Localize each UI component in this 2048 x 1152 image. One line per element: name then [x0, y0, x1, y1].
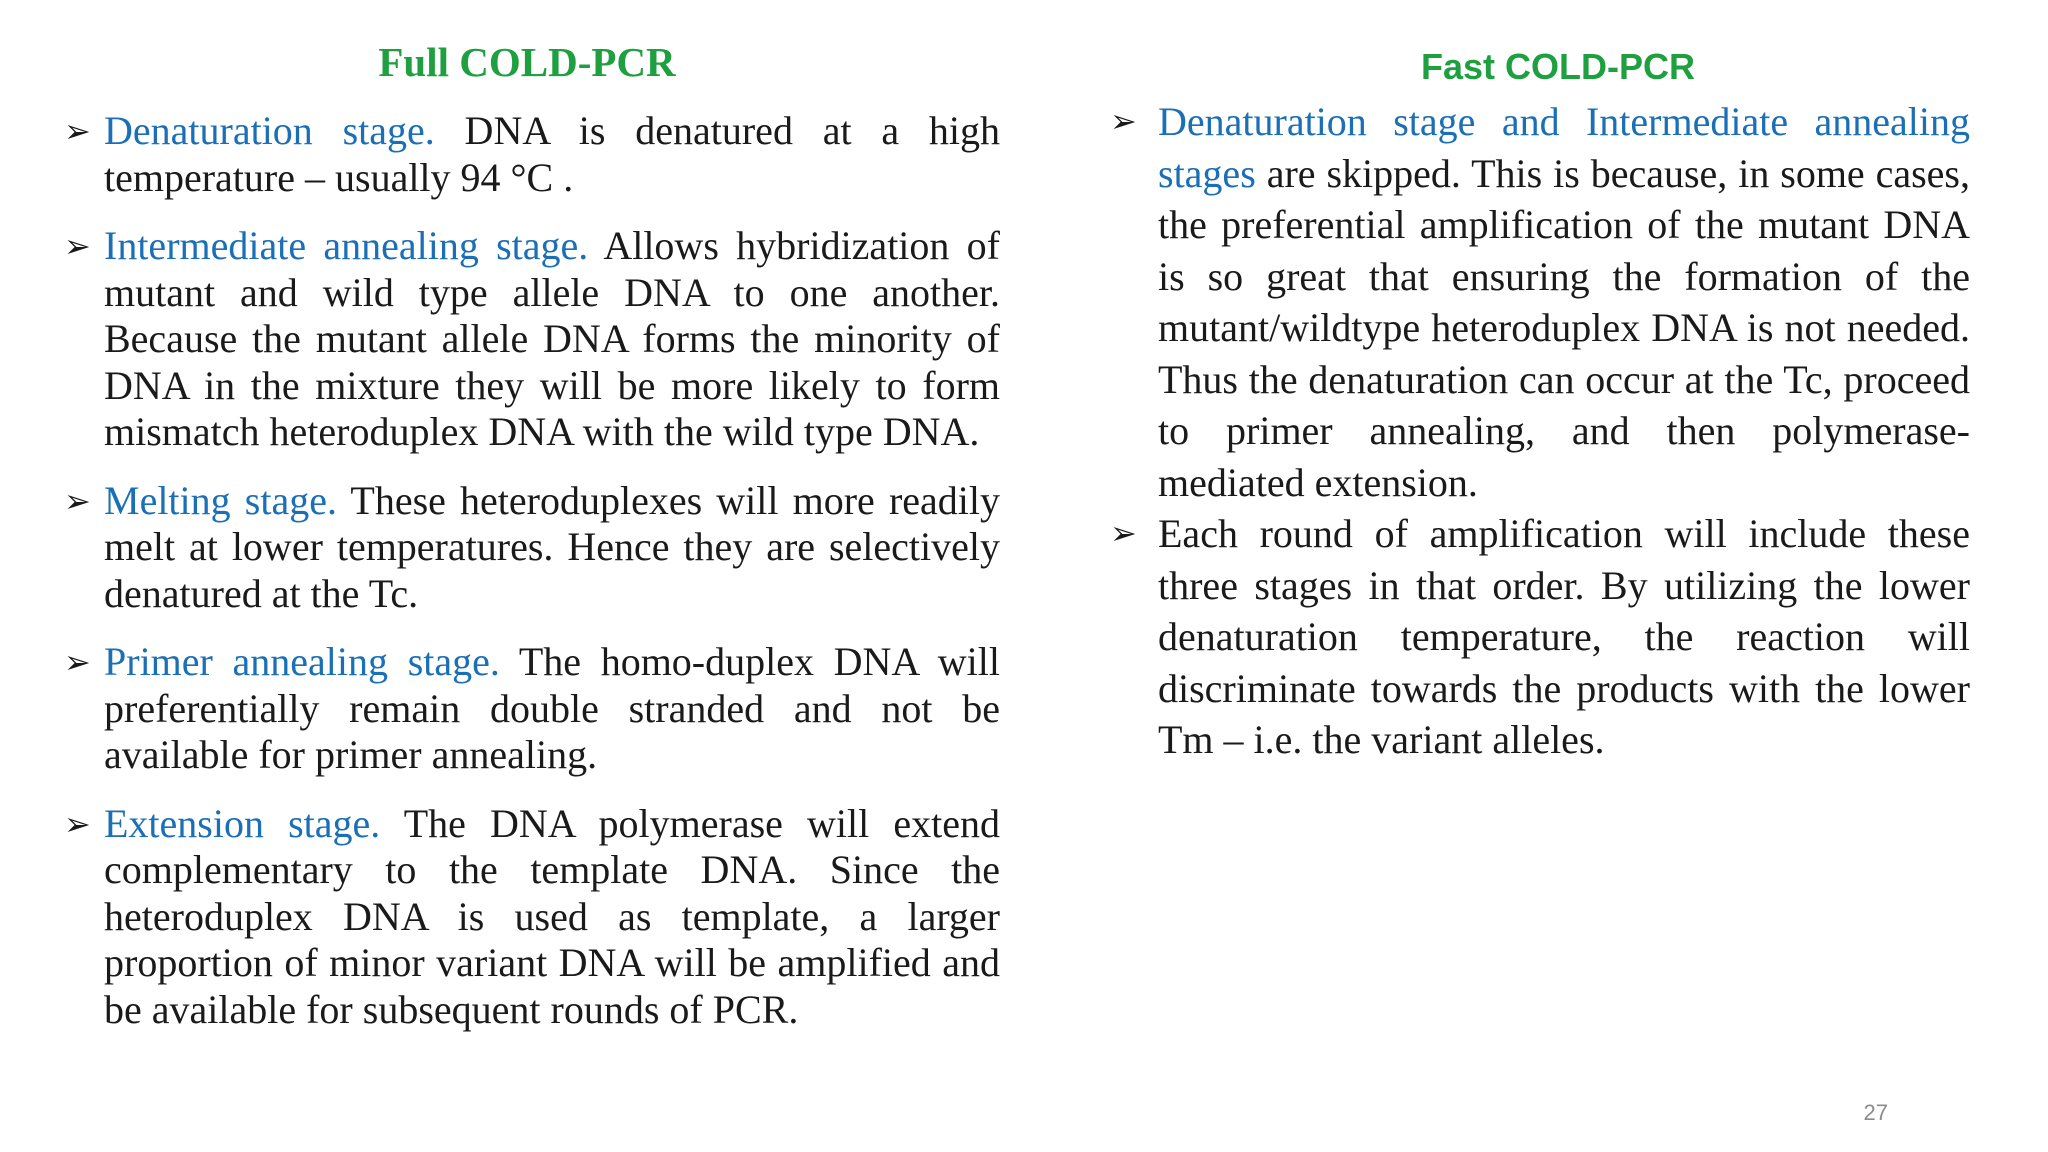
bullet-skipped-stages	[1110, 96, 1970, 508]
bullet-text: Allows hybridization of mutant and wild type allele DNA to one another. Because the mutant allele DNA forms the minority of DNA in the mixture they will be more likely to form mismatch heteroduplex DNA with the wild type DNA.	[104, 223, 1000, 454]
arrowhead-right-icon: ➢	[1110, 514, 1137, 552]
bullet-lead: Intermediate annealing stage.	[104, 223, 589, 268]
bullet-lead: Melting stage.	[104, 477, 337, 523]
bullet-text: The DNA polymerase will extend complementary to the template DNA. Since the heteroduplex DNA is used as template, a larger proportion of minor variant DNA will be amplified and be available for subsequent rounds of PCR.	[104, 800, 1001, 1032]
arrowhead-right-icon: ➢	[1110, 102, 1137, 140]
arrowhead-right-icon: ➢	[64, 804, 91, 843]
full-cold-pcr-bullet-list	[64, 108, 1000, 1055]
full-cold-pcr-title: Full COLD-PCR	[378, 39, 676, 85]
bullet-text: The homo-duplex DNA will preferentially remain double stranded and not be available for primer annealing.	[104, 639, 1001, 777]
page-number: 27	[1863, 1100, 1888, 1125]
bullet-amplification-round	[1110, 508, 1970, 766]
arrowhead-right-icon: ➢	[64, 481, 91, 520]
bullet-lead: Denaturation stage and Intermediate annealing stages	[1158, 99, 1970, 196]
arrowhead-right-icon: ➢	[64, 643, 91, 681]
bullet-text: These heteroduplexes will more readily melt at lower temperatures. Hence they are selectively denatured at the Tc.	[104, 477, 1000, 616]
bullet-denaturation-stage	[64, 108, 1000, 201]
arrowhead-right-icon: ➢	[64, 227, 91, 265]
bullet-text: Each round of amplification will include these three stages in that order. By utilizing the lower denaturation temperature, the reaction will discriminate towards the products with the lower Tm – i.e. the variant alleles.	[1158, 511, 1970, 762]
arrowhead-right-icon: ➢	[64, 112, 91, 150]
bullet-text: are skipped. This is because, in some cases, the preferential amplification of the mutant DNA is so great that ensuring the formation of the mutant/wildtype heteroduplex DNA is not needed. Thus the denaturation can occur at the Tc, proceed to primer annealing, and then polymerase-mediated extension.	[1158, 150, 1970, 505]
bullet-intermediate-annealing-stage	[64, 223, 1000, 456]
bullet-melting-stage	[64, 478, 1000, 618]
bullet-extension-stage	[64, 801, 1000, 1034]
bullet-lead: Primer annealing stage.	[104, 639, 500, 684]
bullet-primer-annealing-stage	[64, 639, 1000, 779]
fast-cold-pcr-bullet-list	[1110, 96, 1970, 766]
bullet-lead: Extension stage.	[104, 800, 381, 846]
fast-cold-pcr-title: Fast COLD-PCR	[1420, 46, 1695, 87]
bullet-text: DNA is denatured at a high temperature – usually 94 °C .	[104, 108, 1001, 200]
bullet-lead: Denaturation stage.	[104, 108, 435, 153]
